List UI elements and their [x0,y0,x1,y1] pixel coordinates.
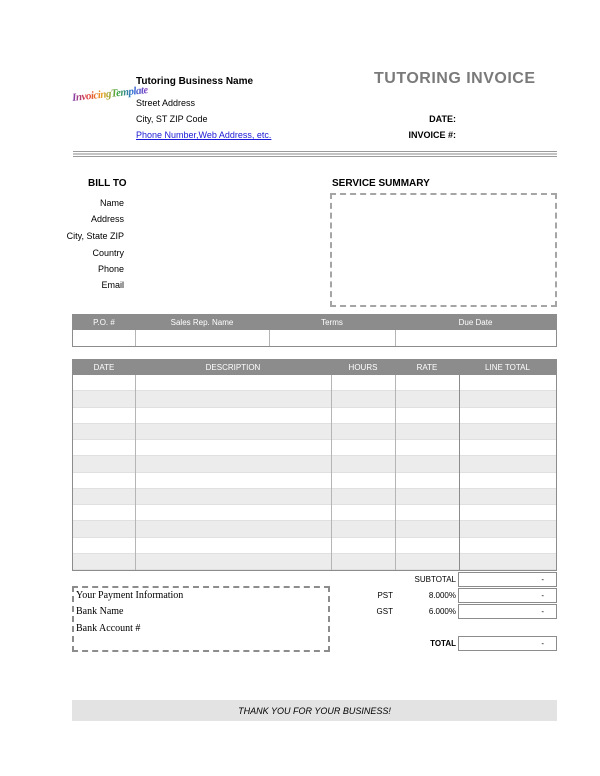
header-rule [73,153,557,155]
bill-to-country-label: Country [92,248,124,258]
table-row[interactable] [73,521,556,537]
gst-value: - [458,604,557,619]
column-divider [459,375,460,570]
bill-to-email-label: Email [101,280,124,290]
header-rule [73,156,557,157]
hours-header: HOURS [348,363,378,372]
subtotal-label: SUBTOTAL [414,575,456,584]
items-table-body [73,375,556,570]
order-table [72,314,557,347]
company-logo: InvoicingTemplate [71,84,149,104]
order-table-row[interactable] [73,330,556,346]
date-header: DATE [93,363,115,372]
bill-to-address-label: Address [90,214,124,224]
pst-rate: 8.000% [428,591,456,600]
table-row[interactable] [73,408,556,424]
subtotal-value: - [458,572,557,587]
column-divider [135,330,136,346]
table-row[interactable] [73,538,556,554]
column-divider [395,375,396,570]
rate-header: RATE [416,363,438,372]
pst-label: PST [377,591,393,600]
company-name: Tutoring Business Name [136,76,254,87]
table-row[interactable] [73,456,556,472]
company-contact-link[interactable]: Phone Number,Web Address, etc. [136,130,272,140]
column-divider [135,375,136,570]
date-label: DATE: [429,114,456,124]
table-row[interactable] [73,440,556,456]
table-row[interactable] [73,375,556,391]
bill-to-city-label: City, State ZIP [66,231,124,241]
bank-name-label: Bank Name [76,606,124,617]
column-divider [331,375,332,570]
bill-to-phone-label: Phone [97,264,124,274]
gst-rate: 6.000% [428,607,456,616]
table-row[interactable] [73,424,556,440]
service-summary-heading: SERVICE SUMMARY [332,178,430,189]
table-row[interactable] [73,554,556,570]
pst-value: - [458,588,557,603]
total-value: - [458,636,557,651]
po-header: P.O. # [93,318,115,327]
due-date-header: Due Date [458,318,493,327]
thank-you-banner: THANK YOU FOR YOUR BUSINESS! [72,700,557,721]
payment-info-box[interactable] [72,586,330,652]
sales-rep-header: Sales Rep. Name [170,318,234,327]
order-table-header [73,315,556,330]
payment-info-heading: Your Payment Information [76,590,184,601]
table-row[interactable] [73,505,556,521]
company-street: Street Address [136,98,196,108]
bill-to-name-label: Name [99,198,124,208]
company-city: City, ST ZIP Code [136,114,208,124]
service-summary-box[interactable] [330,193,557,307]
invoice-title: TUTORING INVOICE [374,70,536,87]
items-table [72,359,557,571]
gst-label: GST [376,607,393,616]
description-header: DESCRIPTION [205,363,261,372]
total-label: TOTAL [430,639,456,648]
items-table-header [73,360,556,375]
terms-header: Terms [321,318,343,327]
table-row[interactable] [73,391,556,407]
line-total-header: LINE TOTAL [485,363,530,372]
header-rule [73,151,557,152]
bank-account-label: Bank Account # [76,623,141,634]
column-divider [395,330,396,346]
bill-to-heading: BILL TO [88,178,127,189]
table-row[interactable] [73,489,556,505]
invoice-number-label: INVOICE #: [408,130,456,140]
column-divider [269,330,270,346]
table-row[interactable] [73,473,556,489]
